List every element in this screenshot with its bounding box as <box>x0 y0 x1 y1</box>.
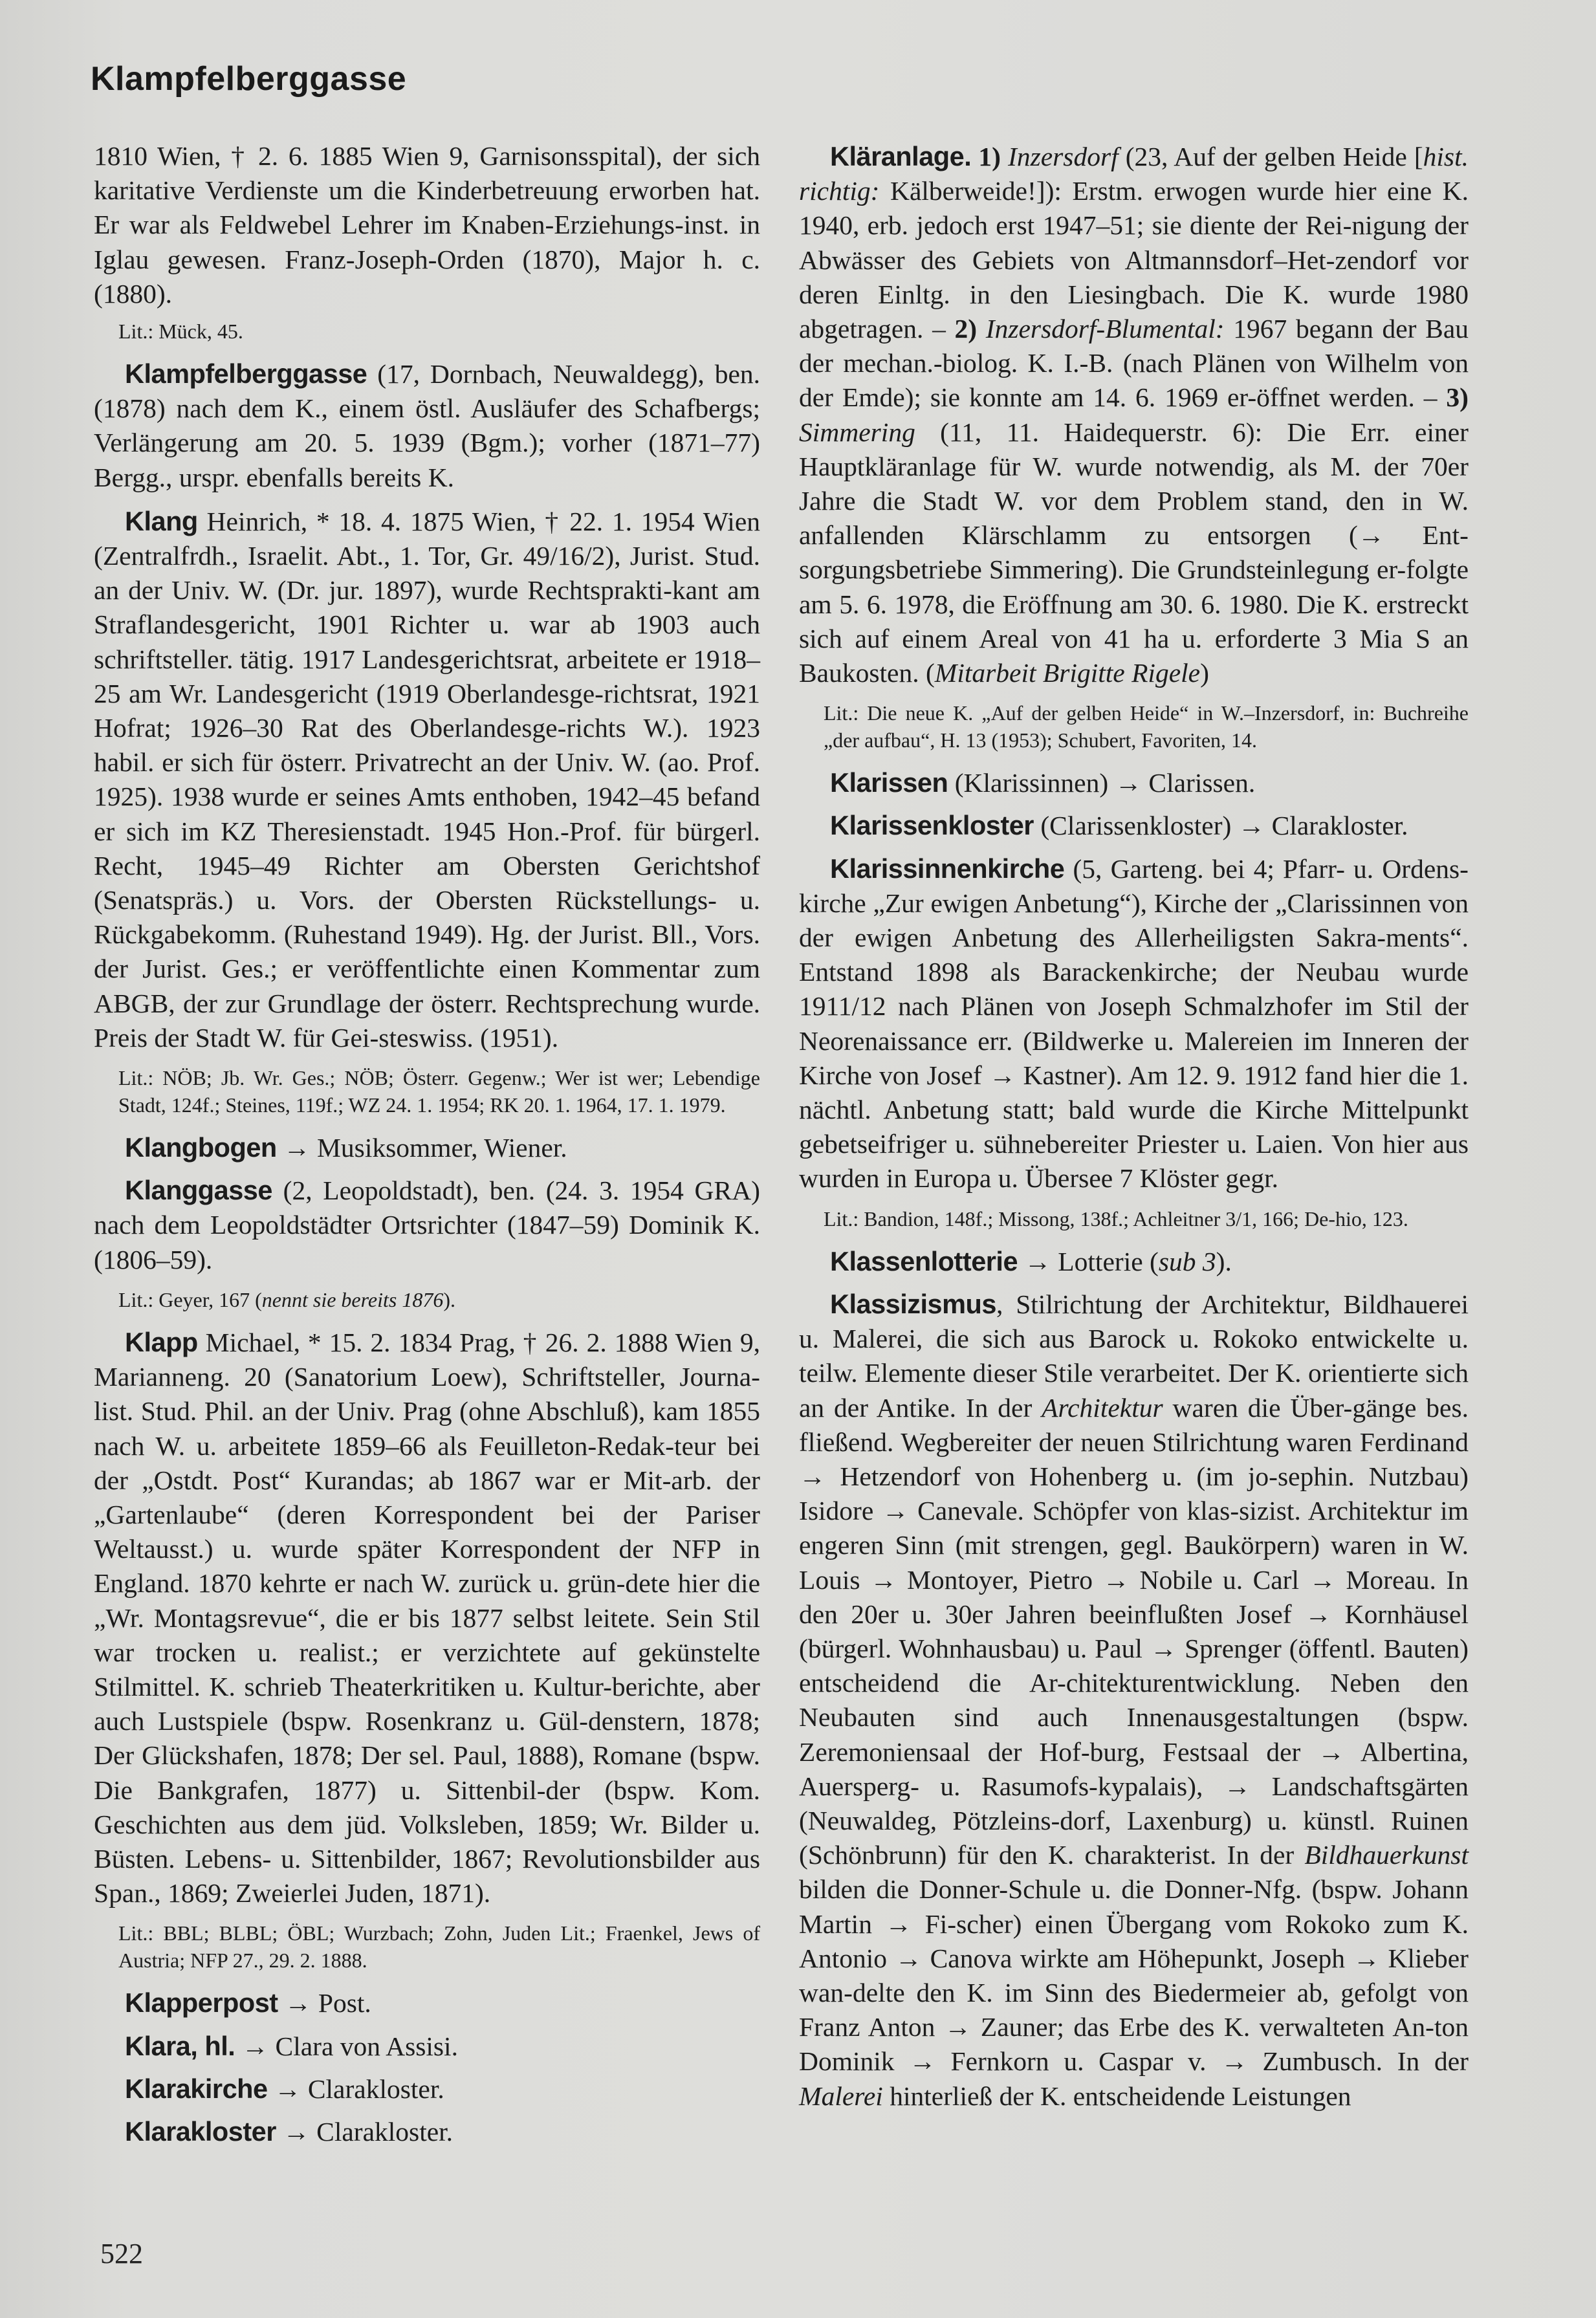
entry-body: (5, Garteng. bei 4; Pfarr- u. Ordens-kirche „Zur ewigen Anbetung“), Kirche der „Clarissinnen von der ewigen Anbetung des Allerheiligsten Sakra-ments“. Entstand 1898 als Barackenkirche; der Neubau wurde 1911/12 nach Plänen von Joseph Schmalzhofer im Stil der Neorenaissance err. (Bildwerke u. Malereien im Inneren der Kirche von Josef → Kastner). Am 12. 9. 1912 fand hier die 1. nächtl. Anbetung statt; bald wurde die Kirche Mittelpunkt gebetseifriger u. sühnebereiter Priester u. Laien. Von hier aus wurden in Europa u. Übersee 7 Klöster gegr. <box>799 853 1469 1194</box>
section-number: 3) <box>1446 382 1469 413</box>
subheading: Inzersdorf-Blumental: <box>985 314 1225 344</box>
cross-reference: → Clarakloster. <box>267 2073 444 2104</box>
entry-text: Kälberweide!]): Erstm. erwogen wurde hier eine K. 1940, erb. jedoch erst 1947–51; sie diente der Rei-nigung der Abwässer des Gebiets von Altmannsdorf–Het-zendorf vor deren Einltg. in den Liesingbach. Die K. wurde 1980 abgetragen. – <box>799 176 1469 344</box>
entry-headword: Kläranlage. <box>830 141 972 171</box>
entry-headword: Klapperpost <box>125 1987 278 2018</box>
entry-klarissen <box>799 765 1469 800</box>
cross-reference-note: sub 3 <box>1158 1246 1216 1276</box>
entry-body: Heinrich, * 18. 4. 1875 Wien, † 22. 1. 1954 Wien (Zentralfrdh., Israelit. Abt., 1. Tor, Gr. 49/16/2), Jurist. Stud. an der Univ. W. (Dr. jur. 1897), wurde Rechtsprakti-kant am Straflandesgericht, 1901 Richter u. war ab 1903 auch schriftsteller. tätig. 1917 Landesgerichtsrat, arbeitete er 1918–25 am Wr. Landesgericht (1919 Oberlandesge-richtsrat, 1921 Hofrat; 1926–30 Rat des Oberlandesge-richts W.). 1923 habil. er sich für österr. Privatrecht an der Univ. W. (ao. Prof. 1925). 1938 wurde er seines Amts enthoben, 1942–45 befand er sich im KZ Theresienstadt. 1945 Hon.-Prof. für bürgerl. Recht, 1945–49 Richter am Obersten Gerichtshof (Senatspräs.) u. Vors. der Obersten Rückstellungs- u. Rückgabekomm. (Ruhestand 1949). Hg. der Jurist. Bll., Vors. der Jurist. Ges.; er veröffentlichte einen Kommentar zum ABGB, der zur Grundlage der österr. Rechtsprechung wurde. Preis der Stadt W. für Gei-steswiss. (1951). <box>94 506 760 1053</box>
entry-klampfelberggasse <box>94 356 760 495</box>
entry-text: (23, Auf der gelben Heide [ <box>1118 142 1423 171</box>
entry-body: (2, Leopoldstadt), ben. (24. 3. 1954 GRA) nach dem Leopoldstädter Ortsrichter (1847–59) Dominik K. (1806–59). <box>94 1175 760 1274</box>
entry-text: (11, 11. Haidequerstr. 6): Die Err. einer Hauptkläranlage für W. wurde notwendig, als M. der 70er Jahre die Stadt W. vor dem Problem stand, den in W. anfallenden Klärschlamm zu entsorgen (→ Ent-sorgungsbetriebe Simmering). Die Grundsteinlegung er-folgte am 5. 6. 1978, die Eröffnung am 30. 6. 1980. Die K. erstreckt sich auf einem Areal von 41 ha u. erforderte 3 Mia S an Baukosten. ( <box>799 417 1469 688</box>
literature-reference: Lit.: Bandion, 148f.; Missong, 138f.; Achleitner 3/1, 166; De-hio, 123. <box>824 1207 1408 1230</box>
entry-klarakloster <box>94 2114 760 2149</box>
entry-klanggasse <box>94 1173 760 1277</box>
entry-text: ) <box>1200 658 1209 688</box>
entry-headword: Klapp <box>125 1326 198 1357</box>
cross-reference: → Lotterie ( <box>1018 1246 1159 1276</box>
entry-klangbogen <box>94 1130 760 1165</box>
literature-reference <box>94 1286 760 1313</box>
subheading: Malerei <box>799 2081 883 2111</box>
entry-klang <box>94 504 760 1055</box>
cross-reference: → Clara von Assisi. <box>235 2031 458 2061</box>
literature-reference: Lit.: NÖB; Jb. Wr. Ges.; NÖB; Österr. Gegenw.; Wer ist wer; Lebendige Stadt, 124f.; Steines, 119f.; WZ 24. 1. 1954; RK 20. 1. 1964, 17. 1. 1979. <box>118 1066 760 1117</box>
entry-text: waren die Über-gänge bes. fließend. Wegbereiter der neuen Stilrichtung waren Ferdinand → Hetzendorf von Hohenberg u. (im jo-sephin. Nutzbau) Isidore → Canevale. Schöpfer von klas-sizist. Architektur im engeren Sinn (mit strengen, gegl. Baukörpern) waren in W. Louis → Montoyer, Pietro → Nobile u. Carl → Moreau. In den 20er u. 30er Jahren beeinflußten Josef → Kornhäusel (bürgerl. Wohnhausbau) u. Paul → Sprenger (öffentl. Bauten) entscheidend die Ar-chitekturentwicklung. Neben den Neubauten sind auch Innenausgestaltungen (bspw. Zeremoniensaal der Hof-burg, Festsaal der → Albertina, Auersperg- u. Rasumofs-kypalais), → Landschaftsgärten (Neuwaldeg, Pötzleins-dorf, Laxenburg) u. künstl. Ruinen (Schönbrunn) für den K. charakterist. In der <box>799 1392 1469 1870</box>
literature-reference: Lit.: Die neue K. „Auf der gelben Heide“ in W.–Inzersdorf, in: Buchreihe „der aufbau“, H. 13 (1953); Schubert, Favoriten, 14. <box>824 701 1469 752</box>
cross-reference: → Post. <box>278 1988 371 2018</box>
lit-note: nennt sie bereits 1876 <box>261 1287 444 1311</box>
subheading: Architektur <box>1042 1392 1163 1423</box>
entry-headword: Klarakirche <box>125 2073 268 2104</box>
entry-headword: Klang <box>125 505 198 536</box>
entry-klarakirche <box>94 2072 760 2106</box>
entry-klapp <box>94 1325 760 1910</box>
subheading: Simmering <box>799 417 915 447</box>
entry-text: bilden die Donner-Schule u. die Donner-Nfg. (bspw. Johann Martin → Fi-scher) einen Übergang vom Rokoko zum K. Antonio → Canova wirkte am Höhepunkt, Joseph → Klieber wan-delte den K. im Sinn des Biedermeier ab, gefolgt von Franz Anton → Zauner; das Erbe des K. verwalteten An-ton Dominik → Fernkorn u. Caspar v. → Zumbusch. In der <box>799 1874 1469 2077</box>
editorial-note: hist. richtig: <box>799 142 1469 206</box>
entry-text: 1967 begann der Bau der mechan.-biolog. K. I.-B. (nach Plänen von Wilhelm von der Emde); sie konnte am 14. 6. 1969 er-öffnet werden. – <box>799 314 1469 413</box>
entry-headword: Klassizismus <box>830 1288 996 1319</box>
entry-headword: Klampfelberggasse <box>125 358 367 389</box>
cross-reference: (Clarissenkloster) → Clarakloster. <box>1033 811 1408 841</box>
entry-klapperpost <box>94 1985 760 2020</box>
lit-text: Lit.: Geyer, 167 ( <box>118 1287 262 1311</box>
entry-klara-hl <box>94 2029 760 2064</box>
entry-klassenlotterie <box>799 1244 1469 1279</box>
left-column <box>94 139 760 2157</box>
cross-reference: → Musiksommer, Wiener. <box>276 1133 567 1163</box>
entry-headword: Klarissen <box>830 767 948 798</box>
entry-headword: Klanggasse <box>125 1175 272 1206</box>
literature-reference: Lit.: Mück, 45. <box>118 320 243 344</box>
continued-entry-text: 1810 Wien, † 2. 6. 1885 Wien 9, Garnisonsspital), der sich karitative Verdienste um die Kinderbetreuung erworben hat. Er war als Feldwebel Lehrer im Knaben-Erziehungs-inst. in Iglau gewesen. Franz-Joseph-Orden (1870), Major h. c. (1880). <box>94 141 760 309</box>
entry-klarissenkloster <box>799 808 1469 843</box>
entry-text: , Stilrichtung der Architektur, Bildhauerei u. Malerei, die sich aus Barock u. Rokoko entwickelte u. teilw. Elemente dieser Stile verarbeitet. Der K. orientierte sich an der Antike. In der <box>799 1289 1469 1423</box>
entry-headword: Klangbogen <box>125 1132 277 1163</box>
entry-headword: Klarissinnenkirche <box>830 853 1065 884</box>
cross-reference: → Clarakloster. <box>276 2116 454 2147</box>
entry-klaeranlage <box>799 139 1469 690</box>
running-head: Klampfelberggasse <box>91 60 407 98</box>
entry-klarissinnenkirche <box>799 851 1469 1196</box>
page-number: 522 <box>100 2238 143 2269</box>
entry-body: (17, Dornbach, Neuwaldegg), ben. (1878) nach dem K., einem östl. Ausläufer des Schafbergs; Verlängerung am 20. 5. 1939 (Bgm.); vorher (1871–77) Bergg., urspr. ebenfalls bereits K. <box>94 359 760 492</box>
entry-headword: Klarissenkloster <box>830 810 1034 841</box>
section-number: 2) <box>954 314 978 344</box>
section-number: 1) <box>971 142 1008 171</box>
entry-headword: Klara, hl. <box>125 2030 235 2061</box>
entry-klassizismus <box>799 1287 1469 2114</box>
subheading: Inzersdorf <box>1008 142 1119 171</box>
entry-text: hinterließ der K. entscheidende Leistungen <box>882 2081 1351 2111</box>
contributor-credit: Mitarbeit Brigitte Rigele <box>934 658 1201 688</box>
entry-body: Michael, * 15. 2. 1834 Prag, † 26. 2. 1888 Wien 9, Marianneng. 20 (Sanatorium Loew), Schriftsteller, Journa-list. Stud. Phil. an der Univ. Prag (ohne Abschluß), kam 1855 nach W. u. arbeitete 1859–66 als Feuilleton-Redak-teur bei der „Ostdt. Post“ Kurandas; ab 1867 war er Mit-arb. der „Gartenlaube“ (deren Korrespondent bei der Pariser Weltausst.) u. wurde später Korrespondent der NFP in England. 1870 kehrte er nach W. zurück u. grün-dete hier die „Wr. Montagsrevue“, die er bis 1877 selbst leitete. Sein Stil war trocken u. realist.; er verzichtete auf gekünstelte Stilmittel. K. schrieb Theaterkritiken u. Kultur-berichte, aber auch Lustspiele (bspw. Rosenkranz u. Gül-denstern, 1878; Der Glückshafen, 1878; Der sel. Paul, 1888), Romane (bspw. Die Bankgrafen, 1877) u. Sittenbil-der (bspw. Kom. Geschichten aus dem jüd. Volksleben, 1859; Wr. Bilder u. Büsten. Lebens- u. Sittenbilder, 1867; Revolutionsbilder aus Span., 1869; Zweierlei Juden, 1871). <box>94 1327 760 1908</box>
literature-reference: Lit.: BBL; BLBL; ÖBL; Wurzbach; Zohn, Juden Lit.; Fraenkel, Jews of Austria; NFP 27., 29. 2. 1888. <box>118 1921 760 1973</box>
cross-reference: ). <box>1216 1246 1232 1276</box>
entry-headword: Klarakloster <box>125 2116 276 2147</box>
subheading: Bildhauerkunst <box>1304 1840 1469 1870</box>
cross-reference: (Klarissinnen) → Clarissen. <box>948 768 1256 798</box>
lit-text: ). <box>443 1287 455 1311</box>
entry-text <box>977 314 986 344</box>
entry-headword: Klassenlotterie <box>830 1245 1018 1276</box>
right-column <box>799 139 1469 2123</box>
